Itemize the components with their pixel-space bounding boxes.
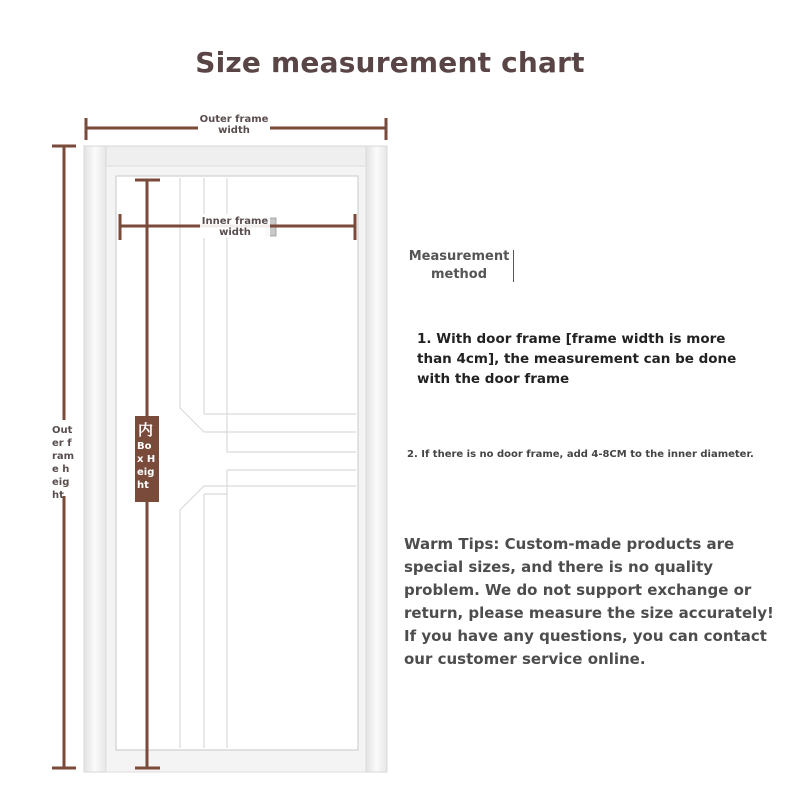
method-step-2: 2. If there is no door frame, add 4-8CM to the inner diameter. (407, 449, 754, 460)
method-step-1: 1. With door frame [frame width is more than 4cm], the measurement can be done with the door frame (417, 331, 737, 387)
outer-frame-height-label: Outer frame height (52, 425, 75, 501)
outer-frame-width-label: Outer frame width (199, 114, 269, 136)
inner-box-height-label: Box Height (137, 441, 156, 491)
measurement-method-heading: Measurement method (408, 249, 510, 282)
inner-frame-width-label: Inner frame width (201, 216, 269, 238)
page-title: Size measurement chart (195, 46, 585, 79)
method-divider (513, 250, 514, 282)
warm-tips: Warm Tips: Custom-made products are special sizes, and there is no quality problem. We do not support exchange or return, please measure the size accurately! If you have any questions, you can contact our customer service online. (404, 535, 774, 668)
inner-height-glyph: 内 (138, 421, 154, 439)
